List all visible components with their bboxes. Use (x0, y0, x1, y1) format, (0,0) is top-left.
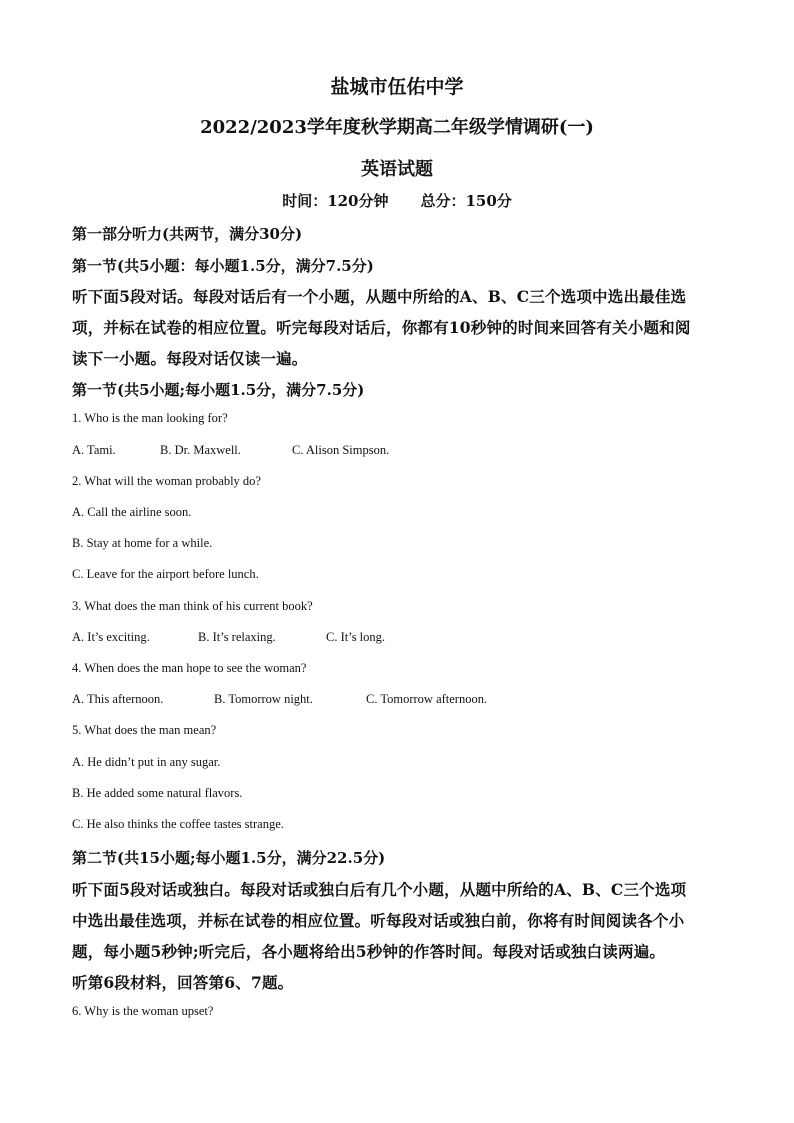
exam-title: 2022/2023学年度秋学期高二年级学情调研(一) (200, 117, 594, 138)
option: B. Stay at home for a while. (72, 536, 213, 550)
exam-time: 时间：120分钟 (282, 192, 389, 210)
question-3: 3. What does the man think of his current book? (72, 599, 313, 613)
option: B. Tomorrow night. (214, 692, 313, 706)
question-2: 2. What will the woman probably do? (72, 474, 261, 488)
option: A. He didn’t put in any sugar. (72, 755, 221, 769)
part1-title: 第一部分听力(共两节，满分30分) (72, 225, 303, 243)
section2-title: 第二节(共15小题;每小题1.5分，满分22.5分) (72, 849, 386, 867)
option: C. He also thinks the coffee tastes strange. (72, 817, 284, 831)
section1-title-repeat: 第一节(共5小题;每小题1.5分，满分7.5分) (72, 381, 365, 399)
instruction-line: 中选出最佳选项，并标在试卷的相应位置。听每段对话或独白前，你将有时间阅读各个小 (72, 911, 685, 930)
exam-score: 总分：150分 (420, 192, 512, 210)
instruction-line: 听下面5段对话或独白。每段对话或独白后有几个小题，从题中所给的A、B、C三个选项 (72, 880, 687, 899)
instruction-line: 听下面5段对话。每段对话后有一个小题，从题中所给的A、B、C三个选项中选出最佳选 (72, 287, 687, 306)
question-1-options (72, 443, 722, 458)
question-4-options (72, 692, 722, 707)
instruction-line: 项，并标在试卷的相应位置。听完每段对话后，你都有10秒钟的时间来回答有关小题和阅 (72, 318, 691, 337)
question-4: 4. When does the man hope to see the woman? (72, 661, 307, 675)
subject-title: 英语试题 (361, 159, 433, 180)
option: A. It’s exciting. (72, 630, 150, 644)
question-1: 1. Who is the man looking for? (72, 411, 228, 425)
question-5: 5. What does the man mean? (72, 723, 217, 737)
option: C. Tomorrow afternoon. (366, 692, 488, 706)
question-3-options (72, 630, 722, 645)
option: C. It’s long. (326, 630, 386, 644)
material-6-heading: 听第6段材料，回答第6、7题。 (72, 973, 294, 992)
option: B. It’s relaxing. (198, 630, 276, 644)
instruction-line: 读下一小题。每段对话仅读一遍。 (72, 349, 308, 368)
option: C. Leave for the airport before lunch. (72, 567, 259, 581)
option: B. Dr. Maxwell. (160, 443, 241, 457)
option: A. Tami. (72, 443, 116, 457)
exam-meta (72, 190, 722, 211)
option: A. Call the airline soon. (72, 505, 192, 519)
instruction-line: 题，每小题5秒钟;听完后，各小题将给出5秒钟的作答时间。每段对话或独白读两遍。 (72, 942, 666, 961)
option: C. Alison Simpson. (292, 443, 390, 457)
school-name: 盐城市伍佑中学 (330, 76, 464, 98)
section1-title: 第一节(共5小题：每小题1.5分，满分7.5分) (72, 257, 374, 275)
option: B. He added some natural flavors. (72, 786, 243, 800)
exam-page (72, 0, 722, 1123)
option: A. This afternoon. (72, 692, 164, 706)
question-6: 6. Why is the woman upset? (72, 1004, 214, 1018)
